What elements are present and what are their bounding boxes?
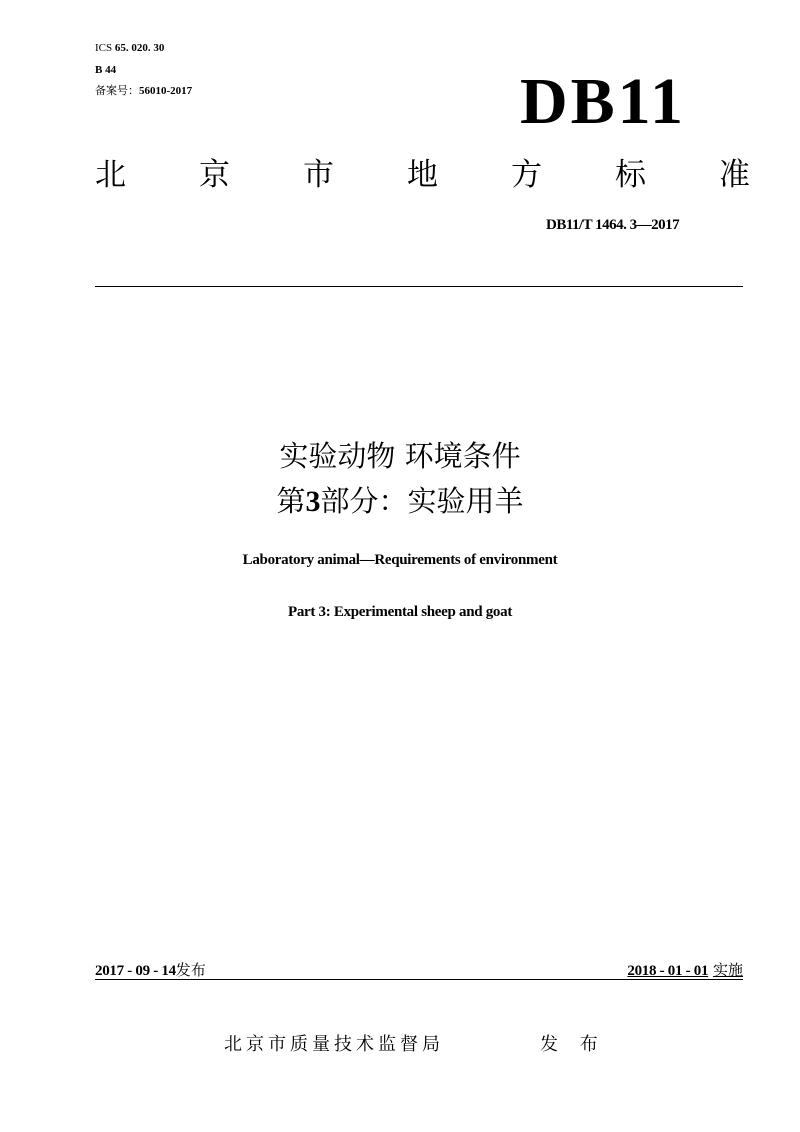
issue-date <box>95 960 206 981</box>
implementation-date-value: 2018 - 01 - 01 <box>627 963 709 979</box>
standard-type-char: 地 <box>407 157 438 193</box>
footer-divider <box>95 979 743 980</box>
title-english-line2: Part 3: Experimental sheep and goat <box>287 604 513 620</box>
record-value: 56010-2017 <box>139 85 193 97</box>
standard-type <box>95 150 750 200</box>
implementation-date-label: 实施 <box>712 961 743 979</box>
title-part-number: 3 <box>305 485 321 518</box>
title-part-prefix: 第 <box>276 484 306 518</box>
issue-date-label: 发布 <box>175 961 206 979</box>
title-chinese-line2 <box>0 481 800 522</box>
standard-type-char: 市 <box>303 157 334 193</box>
standard-type-char: 准 <box>719 157 750 193</box>
issue-date-value: 2017 - 09 - 14 <box>95 963 176 979</box>
ics-value: 65. 020. 30 <box>114 42 165 54</box>
issuing-action: 发 布 <box>540 1034 606 1055</box>
standard-type-char: 标 <box>615 157 646 193</box>
standard-type-char: 京 <box>199 157 230 193</box>
db11-logo: DB11 <box>520 65 687 138</box>
implementation-date <box>590 960 743 981</box>
ccs-value: B 44 <box>95 64 117 76</box>
title-chinese-line1: 实验动物 环境条件 <box>279 439 521 473</box>
ccs-code <box>95 63 116 77</box>
ics-label: ICS <box>95 42 113 54</box>
standard-type-char: 北 <box>95 157 126 193</box>
header-divider <box>95 286 743 287</box>
record-number <box>95 84 192 98</box>
issuing-authority: 北京市质量技术监督局 <box>224 1034 444 1055</box>
title-english-line1: Laboratory animal—Requirements of environment <box>242 552 558 568</box>
record-label: 备案号： <box>95 85 139 97</box>
title-part-suffix: 部分：实验用羊 <box>320 484 524 518</box>
ics-code <box>95 41 164 55</box>
standard-code: DB11/T 1464. 3—2017 <box>546 217 680 233</box>
standard-type-char: 方 <box>511 157 542 193</box>
